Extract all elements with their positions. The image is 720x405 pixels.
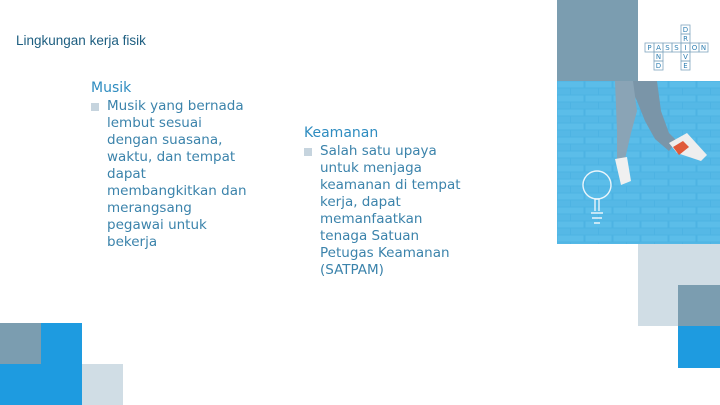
deco-square-blue-right <box>678 326 720 368</box>
crossword-letter: A <box>656 44 661 52</box>
bullet-square-icon <box>304 148 312 156</box>
crossword-letter: R <box>683 35 688 43</box>
crossword-letter: O <box>691 44 698 52</box>
crossword-letter: D <box>682 26 689 34</box>
keamanan-bullet <box>304 143 479 279</box>
crossword-letter: N <box>700 44 707 52</box>
crossword-letter: S <box>665 44 670 52</box>
crossword-letter: V <box>683 53 688 61</box>
keamanan-text: Salah satu upaya untuk menjaga keamanan di tempat kerja, dapat memanfaatkan tenaga Satuan Petugas Keamanan (SATPAM) <box>320 143 461 278</box>
crossword-letter: I <box>684 44 687 52</box>
crossword-letter: D <box>655 62 662 70</box>
deco-square-light-bottom <box>82 364 123 405</box>
keamanan-block <box>304 125 479 279</box>
musik-text: Musik yang bernada lembut sesuai dengan suasana, waktu, dan tempat dapat membangkitkan dan merangsang pegawai untuk bekerja <box>107 98 247 250</box>
crossword-letter: E <box>683 62 688 70</box>
crossword-graphic <box>638 0 720 81</box>
crossword-letter: N <box>655 53 662 61</box>
slide-title: Lingkungan kerja fisik <box>16 33 146 48</box>
crossword-letter: P <box>647 44 652 52</box>
crossword-logo <box>638 0 720 81</box>
deco-square-steel-bottom <box>0 323 41 364</box>
brick-wall-photo <box>557 81 720 244</box>
musik-bullet <box>91 98 261 251</box>
musik-block <box>91 80 261 251</box>
deco-square-steel-right <box>678 285 720 327</box>
crossword-letter: S <box>674 44 679 52</box>
deco-square-steel-top <box>557 0 638 81</box>
keamanan-heading: Keamanan <box>304 125 379 141</box>
musik-heading: Musik <box>91 80 132 96</box>
bullet-square-icon <box>91 103 99 111</box>
photo-jumping-person <box>557 81 720 244</box>
